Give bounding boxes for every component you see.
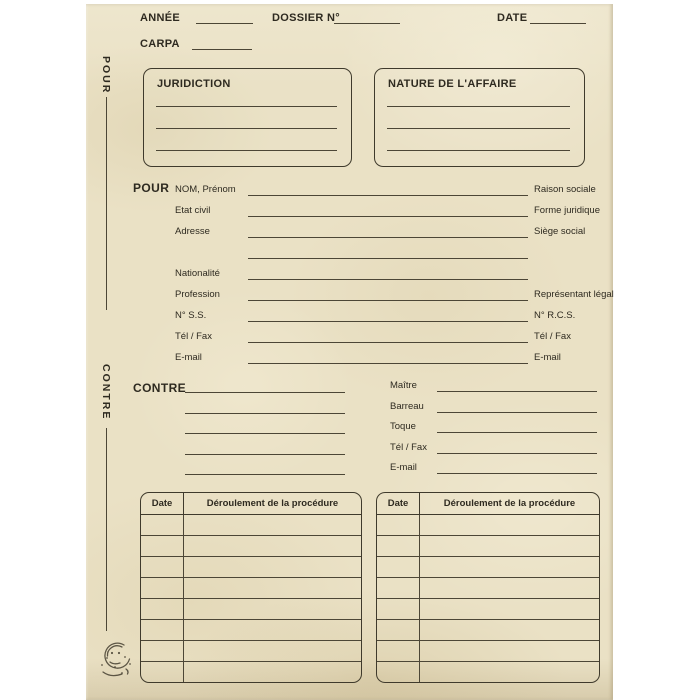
write-in-line	[248, 182, 528, 196]
procedure-column-header: Déroulement de la procédure	[443, 498, 576, 509]
write-in-line	[437, 460, 597, 474]
juridiction-blank-line	[156, 106, 337, 107]
carpa-blank-line	[192, 49, 252, 50]
field-label: Barreau	[390, 401, 424, 412]
spine-contre-label: CONTRE	[100, 364, 112, 421]
field-right-label: Raison sociale	[534, 184, 596, 195]
procedure-table-row	[141, 620, 361, 641]
procedure-cell	[420, 641, 599, 661]
procedure-table-row	[141, 557, 361, 578]
annee-blank-line	[196, 23, 253, 24]
juridiction-title: JURIDICTION	[157, 78, 231, 90]
pour-field-row	[175, 350, 585, 364]
procedure-cell	[420, 515, 599, 535]
procedure-table-header	[141, 493, 361, 515]
date-cell	[141, 599, 184, 619]
procedure-table-row	[141, 641, 361, 662]
carpa-label: CARPA	[140, 38, 180, 50]
contre-blank-line	[185, 413, 345, 414]
pour-section-title: POUR	[133, 181, 170, 195]
date-cell	[377, 620, 420, 640]
field-label: NOM, Prénom	[175, 184, 236, 195]
date-cell	[141, 662, 184, 682]
procedure-table-row	[141, 578, 361, 599]
procedure-cell	[184, 620, 361, 640]
nature-blank-line	[387, 106, 570, 107]
field-label: Profession	[175, 289, 220, 300]
procedure-table-row	[141, 536, 361, 557]
printer-stamp-logo	[95, 638, 137, 682]
write-in-line	[248, 308, 528, 322]
date-cell	[141, 641, 184, 661]
field-label: Tél / Fax	[390, 442, 427, 453]
procedure-table-row	[377, 557, 599, 578]
date-cell	[141, 536, 184, 556]
juridiction-box	[143, 68, 352, 167]
procedure-table-row	[377, 536, 599, 557]
write-in-line	[437, 378, 597, 392]
field-label: Tél / Fax	[175, 331, 212, 342]
write-in-line	[437, 440, 597, 454]
write-in-line	[248, 224, 528, 238]
date-cell	[377, 515, 420, 535]
field-label: N° S.S.	[175, 310, 207, 321]
pour-field-row	[175, 203, 600, 217]
contre-blank-line	[185, 392, 345, 393]
date-label: DATE	[497, 12, 528, 24]
procedure-table-row	[377, 578, 599, 599]
field-label: Adresse	[175, 226, 210, 237]
field-label: E-mail	[390, 462, 417, 473]
date-cell	[377, 557, 420, 577]
procedure-cell	[184, 515, 361, 535]
procedure-table-right	[376, 492, 600, 683]
nature-affaire-title: NATURE DE L'AFFAIRE	[388, 78, 517, 90]
procedure-table-row	[377, 641, 599, 662]
date-column-header: Date	[377, 493, 420, 514]
date-cell	[141, 620, 184, 640]
procedure-table-row	[141, 515, 361, 536]
date-cell	[377, 536, 420, 556]
procedure-table-row	[377, 662, 599, 682]
legal-case-folder-cover	[86, 4, 613, 700]
juridiction-blank-line	[156, 128, 337, 129]
contre-section-title: CONTRE	[133, 381, 187, 395]
opposing-counsel-row	[390, 460, 597, 474]
nature-blank-line	[387, 128, 570, 129]
procedure-cell	[420, 662, 599, 682]
procedure-table-row	[377, 515, 599, 536]
date-cell	[377, 662, 420, 682]
spine-pour-line	[106, 97, 107, 310]
procedure-cell	[184, 578, 361, 598]
pour-field-row	[175, 287, 614, 301]
write-in-line	[248, 350, 528, 364]
date-column-header: Date	[141, 493, 184, 514]
contre-blank-line	[185, 474, 345, 475]
date-cell	[141, 557, 184, 577]
opposing-counsel-row	[390, 378, 597, 392]
pour-field-row	[175, 182, 596, 196]
pour-field-row	[175, 224, 585, 238]
dossier-number-blank-line	[334, 23, 400, 24]
annee-label: ANNÉE	[140, 12, 181, 24]
field-label: Nationalité	[175, 268, 220, 279]
procedure-table-row	[141, 599, 361, 620]
procedure-cell	[420, 599, 599, 619]
opposing-counsel-row	[390, 419, 597, 433]
procedure-cell	[184, 536, 361, 556]
write-in-line	[248, 287, 528, 301]
nature-affaire-box	[374, 68, 585, 167]
procedure-table-row	[377, 620, 599, 641]
field-label: Maître	[390, 380, 417, 391]
procedure-cell	[184, 641, 361, 661]
contre-blank-line	[185, 454, 345, 455]
procedure-table-row	[141, 662, 361, 682]
procedure-cell	[420, 536, 599, 556]
procedure-cell	[420, 557, 599, 577]
write-in-line	[248, 245, 528, 259]
field-right-label: Représentant légal	[534, 289, 614, 300]
field-right-label: Tél / Fax	[534, 331, 571, 342]
procedure-cell	[184, 662, 361, 682]
field-right-label: Siège social	[534, 226, 586, 237]
stamp-sketch-icon	[95, 638, 137, 682]
pour-field-row	[175, 245, 585, 259]
field-right-label: E-mail	[534, 352, 561, 363]
date-blank-line	[530, 23, 586, 24]
write-in-line	[437, 399, 597, 413]
nature-blank-line	[387, 150, 570, 151]
field-label: E-mail	[175, 352, 202, 363]
procedure-cell	[184, 599, 361, 619]
juridiction-blank-line	[156, 150, 337, 151]
spine-contre-line	[106, 428, 107, 631]
write-in-line	[248, 266, 528, 280]
date-cell	[377, 599, 420, 619]
procedure-cell	[420, 620, 599, 640]
dossier-number-label: DOSSIER N°	[272, 12, 340, 24]
write-in-line	[248, 329, 528, 343]
procedure-cell	[184, 557, 361, 577]
field-right-label: Forme juridique	[534, 205, 600, 216]
pour-field-row	[175, 329, 585, 343]
opposing-counsel-row	[390, 440, 597, 454]
contre-blank-line	[185, 433, 345, 434]
date-cell	[377, 641, 420, 661]
procedure-column-header: Déroulement de la procédure	[206, 498, 339, 509]
field-right-label: N° R.C.S.	[534, 310, 576, 321]
field-label: Etat civil	[175, 205, 211, 216]
spine-pour-label: POUR	[100, 56, 112, 95]
write-in-line	[248, 203, 528, 217]
pour-field-row	[175, 308, 585, 322]
date-cell	[377, 578, 420, 598]
procedure-cell	[420, 578, 599, 598]
procedure-table-header	[377, 493, 599, 515]
opposing-counsel-row	[390, 399, 597, 413]
date-cell	[141, 515, 184, 535]
write-in-line	[437, 419, 597, 433]
procedure-table-left	[140, 492, 362, 683]
pour-field-row	[175, 266, 585, 280]
procedure-table-row	[377, 599, 599, 620]
field-label: Toque	[390, 421, 416, 432]
date-cell	[141, 578, 184, 598]
